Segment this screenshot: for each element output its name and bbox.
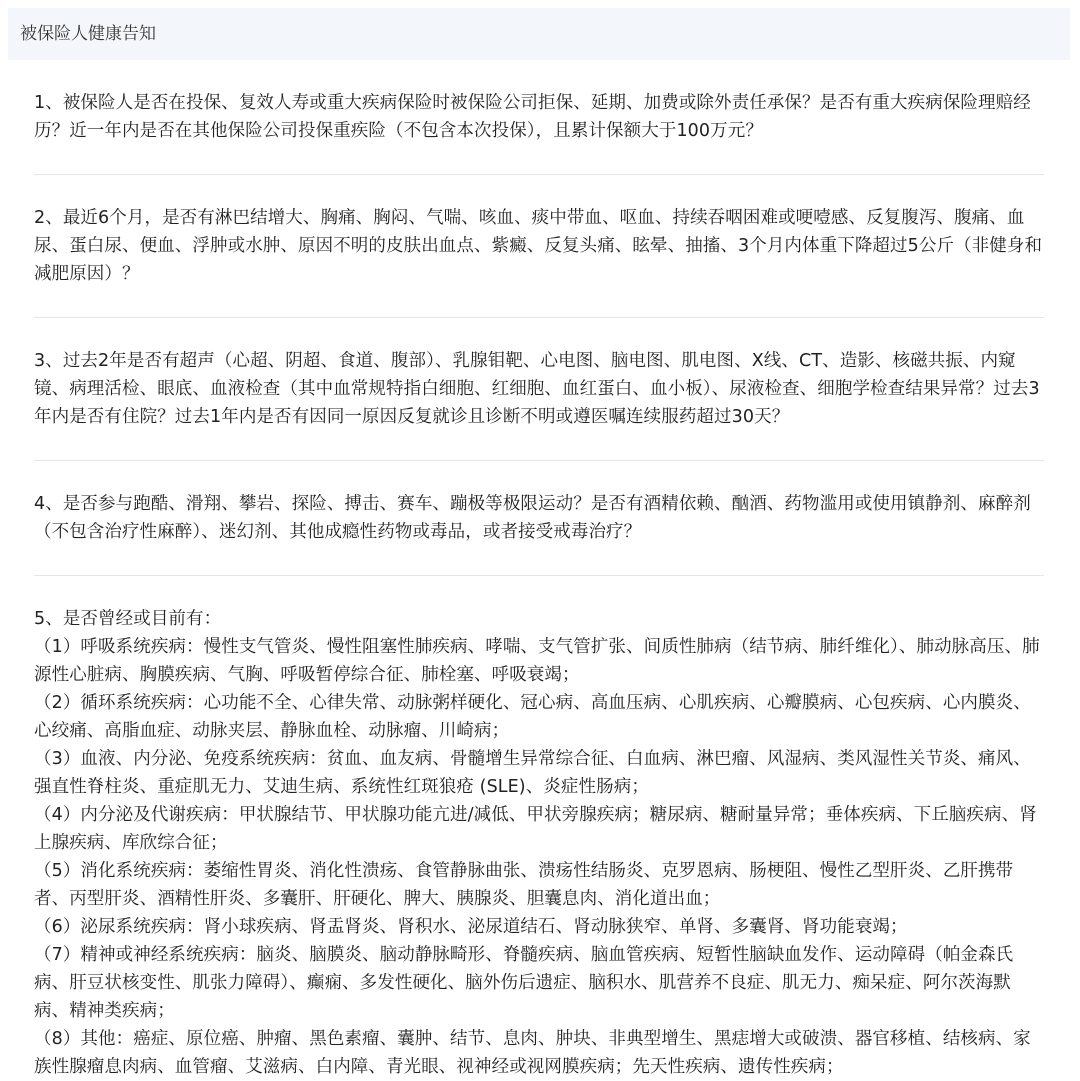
question-item-2 [34, 175, 1044, 318]
question-text: 1、被保险人是否在投保、复效人寿或重大疾病保险时被保险公司拒保、延期、加费或除外责任承保？是否有重大疾病保险理赔经历？近一年内是否在其他保险公司投保重疾险（不包含本次投保），且累计保额大于100万元？ [34, 93, 1031, 141]
question-text: 4、是否参与跑酷、滑翔、攀岩、探险、搏击、赛车、蹦极等极限运动？是否有酒精依赖、酗酒、药物滥用或使用镇静剂、麻醉剂（不包含治疗性麻醉）、迷幻剂、其他成瘾性药物或毒品，或者接受戒毒治疗？ [34, 494, 1031, 542]
question-item-5 [34, 576, 1044, 1081]
condition-endocrine: （4）内分泌及代谢疾病：甲状腺结节、甲状腺功能亢进/减低、甲状旁腺疾病；糖尿病、糖耐量异常；垂体疾病、下丘脑疾病、肾上腺疾病、库欣综合征； [34, 805, 1037, 853]
question-item-1 [34, 60, 1044, 175]
condition-digestive: （5）消化系统疾病：萎缩性胃炎、消化性溃疡、食管静脉曲张、溃疡性结肠炎、克罗恩病、肠梗阻、慢性乙型肝炎、乙肝携带者、丙型肝炎、酒精性肝炎、多囊肝、肝硬化、脾大、胰腺炎、胆囊息肉、消化道出血； [34, 861, 1014, 909]
question-text: 3、过去2年是否有超声（心超、阴超、食道、腹部）、乳腺钼靶、心电图、脑电图、肌电图、X线、CT、造影、核磁共振、内窥镜、病理活检、眼底、血液检查（其中血常规特指白细胞、红细胞、血红蛋白、血小板）、尿液检查、细胞学检查结果异常？过去3年内是否有住院？过去1年内是否有因同一原因反复就诊且诊断不明或遵医嘱连续服药超过30天？ [34, 351, 1040, 427]
question-item-3 [34, 318, 1044, 461]
condition-blood-immune: （3）血液、内分泌、免疫系统疾病：贫血、血友病、骨髓增生异常综合征、白血病、淋巴瘤、风湿病、类风湿性关节炎、痛风、强直性脊柱炎、重症肌无力、艾迪生病、系统性红斑狼疮 (SLE)、炎症性肠病； [34, 749, 1031, 797]
condition-other: （8）其他：癌症、原位癌、肿瘤、黑色素瘤、囊肿、结节、息肉、肿块、非典型增生、黑痣增大或破溃、器官移植、结核病、家族性腺瘤息肉病、血管瘤、艾滋病、白内障、青光眼、视神经或视网膜疾病；先天性疾病、遗传性疾病； [34, 1029, 1031, 1077]
question-text: 2、最近6个月，是否有淋巴结增大、胸痛、胸闷、气喘、咳血、痰中带血、呕血、持续吞咽困难或哽噎感、反复腹泻、腹痛、血尿、蛋白尿、便血、浮肿或水肿、原因不明的皮肤出血点、紫癜、反复头痛、眩晕、抽搐、3个月内体重下降超过5公斤（非健身和减肥原因）？ [34, 208, 1043, 284]
condition-circulatory: （2）循环系统疾病：心功能不全、心律失常、动脉粥样硬化、冠心病、高血压病、心肌疾病、心瓣膜病、心包疾病、心内膜炎、心绞痛、高脂血症、动脉夹层、静脉血栓、动脉瘤、川崎病； [34, 693, 1031, 741]
condition-urinary: （6）泌尿系统疾病：肾小球疾病、肾盂肾炎、肾积水、泌尿道结石、肾动脉狭窄、单肾、多囊肾、肾功能衰竭； [34, 917, 908, 937]
condition-respiratory: （1）呼吸系统疾病：慢性支气管炎、慢性阻塞性肺疾病、哮喘、支气管扩张、间质性肺病（结节病、肺纤维化）、肺动脉高压、肺源性心脏病、胸膜疾病、气胸、呼吸暂停综合征、肺栓塞、呼吸衰竭； [34, 637, 1040, 685]
question-item-4 [34, 461, 1044, 576]
section-title: 被保险人健康告知 [20, 24, 156, 44]
health-disclosure-list [34, 60, 1044, 1081]
condition-neurological: （7）精神或神经系统疾病：脑炎、脑膜炎、脑动静脉畸形、脊髓疾病、脑血管疾病、短暂性脑缺血发作、运动障碍（帕金森氏病、肝豆状核变性、肌张力障碍）、癫痫、多发性硬化、脑外伤后遗症、脑积水、肌营养不良症、肌无力、痴呆症、阿尔茨海默病、精神类疾病； [34, 945, 1014, 1021]
section-header [8, 8, 1070, 60]
question-intro: 5、是否曾经或目前有： [34, 609, 222, 629]
